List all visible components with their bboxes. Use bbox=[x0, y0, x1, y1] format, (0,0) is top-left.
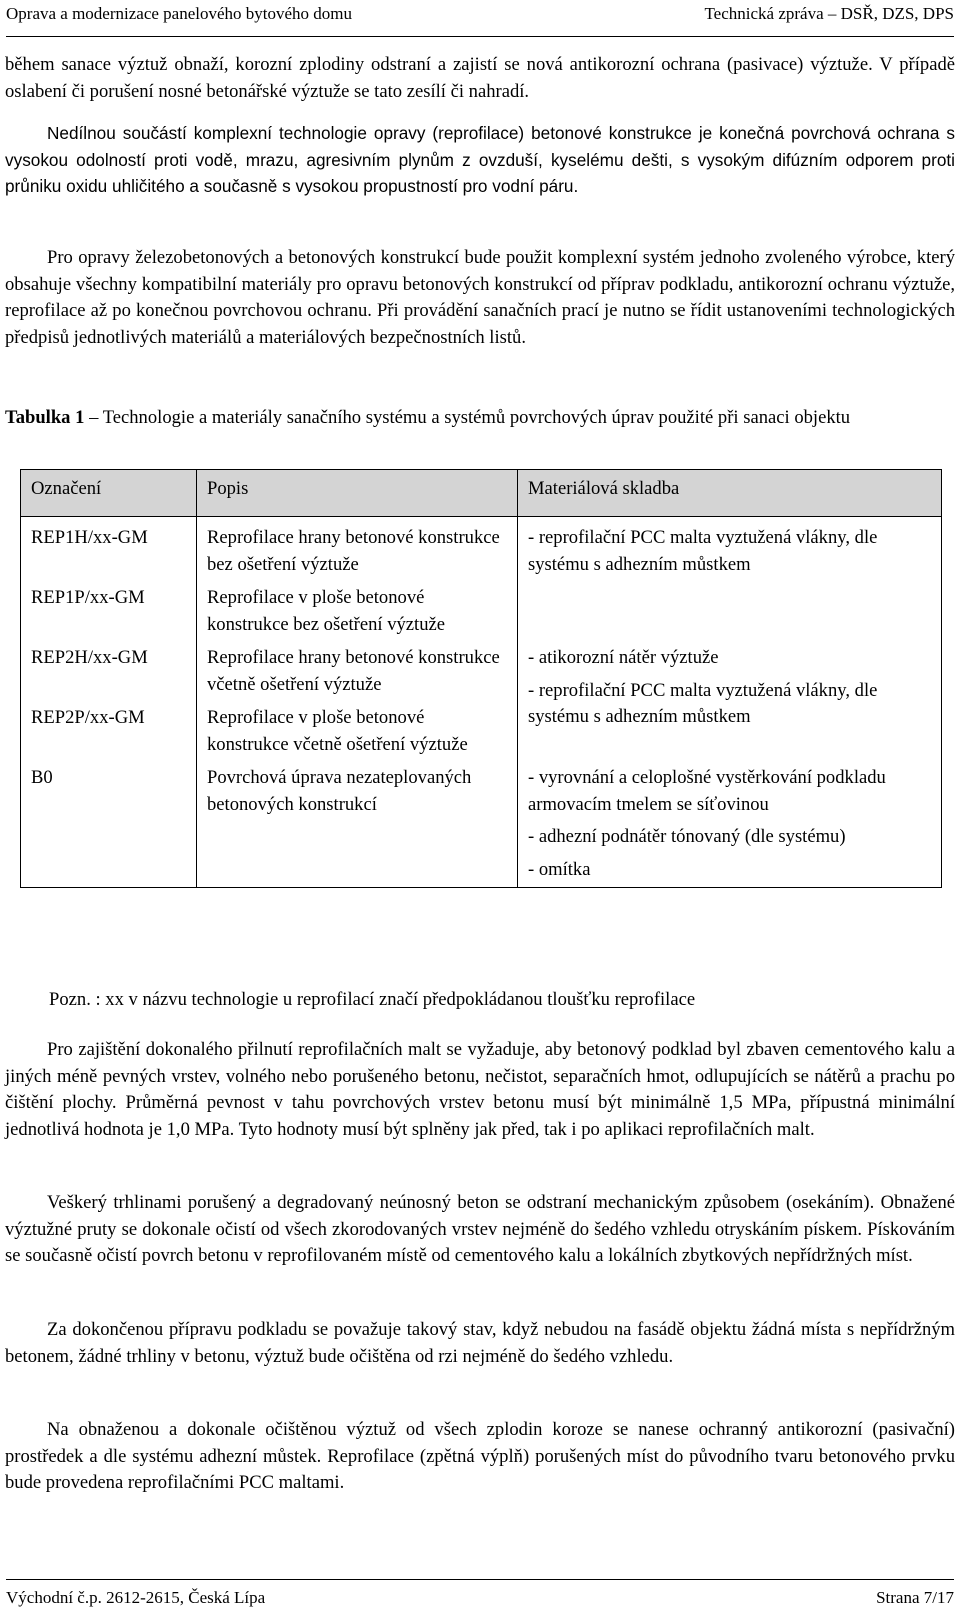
header-cell-description: Popis bbox=[197, 470, 518, 517]
paragraph-2: Pro opravy železobetonových a betonových konstrukcí bude použit komplexní systém jednoho zvoleného výrobce, který obsahuje všechny kompatibilní materiály pro opravu betonových konstrukcí od příprav podkladu, antikorozní ochranu výztuže, reprofilace až po konečnou povrchovou ochranu. Při provádění sanačních prací je nutno se řídit ustanoveními technologických předpisů jednotlivých materiálů a materiálových bezpečnostních listů. bbox=[5, 247, 955, 348]
material-item: - reprofilační PCC malta vyztužená vlákny, dle systému s adhezním můstkem bbox=[528, 679, 878, 727]
table-caption-text: – Technologie a materiály sanačního systému a systémů povrchových úprav použité při sanaci objektu bbox=[84, 407, 851, 428]
cell-description: Reprofilace v ploše betonové konstrukce bez ošetření výztuže bbox=[197, 578, 518, 638]
footer-page-number: Strana 7/17 bbox=[876, 1588, 954, 1607]
cell-description: Povrchová úprava nezateplovaných betonových konstrukcí bbox=[197, 758, 518, 888]
table-caption-label: Tabulka 1 bbox=[5, 407, 85, 428]
table-note: Pozn. : xx v názvu technologie u reprofilací značí předpokládanou tloušťku reprofilace bbox=[49, 989, 696, 1010]
material-item: - adhezní podnátěr tónovaný (dle systému) bbox=[528, 826, 846, 847]
paragraph-5: Za dokončenou přípravu podkladu se považuje takový stav, když nebudou na fasádě objektu žádná místa s nepřídržným betonem, žádné trhliny v betonu, výztuž bude očištěna od rzi nejméně do šedého vzhledu. bbox=[5, 1319, 955, 1367]
table-caption bbox=[5, 405, 945, 432]
paragraph-continuation bbox=[5, 52, 955, 105]
table-row bbox=[21, 638, 942, 698]
header-cell-materials: Materiálová skladba bbox=[518, 470, 942, 517]
table-row bbox=[21, 758, 942, 888]
material-item: - atikorozní nátěr výztuže bbox=[528, 647, 719, 668]
cell-code: REP2P/xx-GM bbox=[21, 698, 197, 758]
material-item: - omítka bbox=[528, 858, 591, 880]
paragraph-block-6 bbox=[5, 1417, 955, 1497]
paragraph-block-4 bbox=[5, 1190, 955, 1270]
header-divider bbox=[6, 36, 954, 37]
cell-description: Reprofilace v ploše betonové konstrukce včetně ošetření výztuže bbox=[197, 698, 518, 758]
header-report-type: Technická zpráva – DSŘ, DZS, DPS bbox=[704, 4, 954, 23]
cell-materials-group-2 bbox=[518, 638, 942, 758]
page-header bbox=[0, 0, 960, 30]
table-row bbox=[21, 517, 942, 579]
paragraph-block-2 bbox=[5, 245, 955, 351]
table-header-row bbox=[21, 470, 942, 517]
cell-code: REP1H/xx-GM bbox=[21, 517, 197, 579]
cell-code: REP2H/xx-GM bbox=[21, 638, 197, 698]
paragraph-block-3 bbox=[5, 1037, 955, 1143]
paragraph-0: během sanace výztuž obnaží, korozní zplodiny odstraní a zajistí se nová antikorozní ochrana (pasivace) výztuže. V případě oslabení či porušení nosné betonářské výztuže se tato zesílí či nahradí. bbox=[5, 54, 955, 102]
paragraph-block-1 bbox=[5, 120, 955, 200]
paragraph-3: Pro zajištění dokonalého přilnutí reprofilačních malt se vyžaduje, aby betonový podklad byl zbaven cementového kalu a jiných méně pevných vrstev, volného nebo porušeného betonu, nečistot, separačních hmot, odlupujících se nátěrů a prachu po čištění plochy. Průměrná pevnost v tahu povrchových vrstev betonu musí být minimálně 1,5 MPa, přípustná minimální jednotlivá hodnota je 1,0 MPa. Tyto hodnoty musí být splněny jak před, tak i po aplikaci reprofilačních malt. bbox=[5, 1039, 955, 1140]
material-item: - vyrovnání a celoplošné vystěrkování podkladu armovacím tmelem se síťovinou bbox=[528, 767, 886, 815]
paragraph-1: Nedílnou součástí komplexní technologie opravy (reprofilace) betonové konstrukce je konečná povrchová ochrana s vysokou odolností proti vodě, mrazu, agresivním plynům z ovzduší, kyselému dešti, s vysokým difúzním odporem proti průniku oxidu uhličitého a současně s vysokou propustností pro vodní páru. bbox=[5, 123, 955, 196]
footer-divider bbox=[6, 1579, 954, 1580]
cell-code: REP1P/xx-GM bbox=[21, 578, 197, 638]
paragraph-block-5 bbox=[5, 1317, 955, 1370]
technology-table bbox=[20, 469, 942, 888]
footer-address: Východní č.p. 2612-2615, Česká Lípa bbox=[6, 1588, 266, 1607]
cell-description: Reprofilace hrany betonové konstrukce bez ošetření výztuže bbox=[197, 517, 518, 579]
header-document-title: Oprava a modernizace panelového bytového domu bbox=[6, 4, 353, 23]
cell-code: B0 bbox=[21, 758, 197, 888]
cell-materials-group-3 bbox=[518, 758, 942, 888]
cell-materials-group-1 bbox=[518, 517, 942, 639]
material-item: - reprofilační PCC malta vyztužená vlákny, dle systému s adhezním můstkem bbox=[528, 527, 878, 575]
cell-description: Reprofilace hrany betonové konstrukce včetně ošetření výztuže bbox=[197, 638, 518, 698]
header-cell-code: Označení bbox=[21, 470, 197, 517]
paragraph-4: Veškerý trhlinami porušený a degradovaný neúnosný beton se odstraní mechanickým způsobem (osekáním). Obnažené výztužné pruty se dokonale očistí od všech zkorodovaných vrstev nejméně do šedého vzhledu otryskáním pískem. Pískováním se současně očistí povrch betonu v reprofilovaném místě od cementového kalu a lokálních zbytkových nepřídržných míst. bbox=[5, 1192, 955, 1266]
paragraph-6: Na obnaženou a dokonale očištěnou výztuž od všech zplodin koroze se nanese ochranný antikorozní (pasivační) prostředek a dle systému adhezní můstek. Reprofilace (zpětná výplň) porušených míst do původního tvaru betonového prvku bude provedena reprofilačními PCC maltami. bbox=[5, 1419, 955, 1493]
